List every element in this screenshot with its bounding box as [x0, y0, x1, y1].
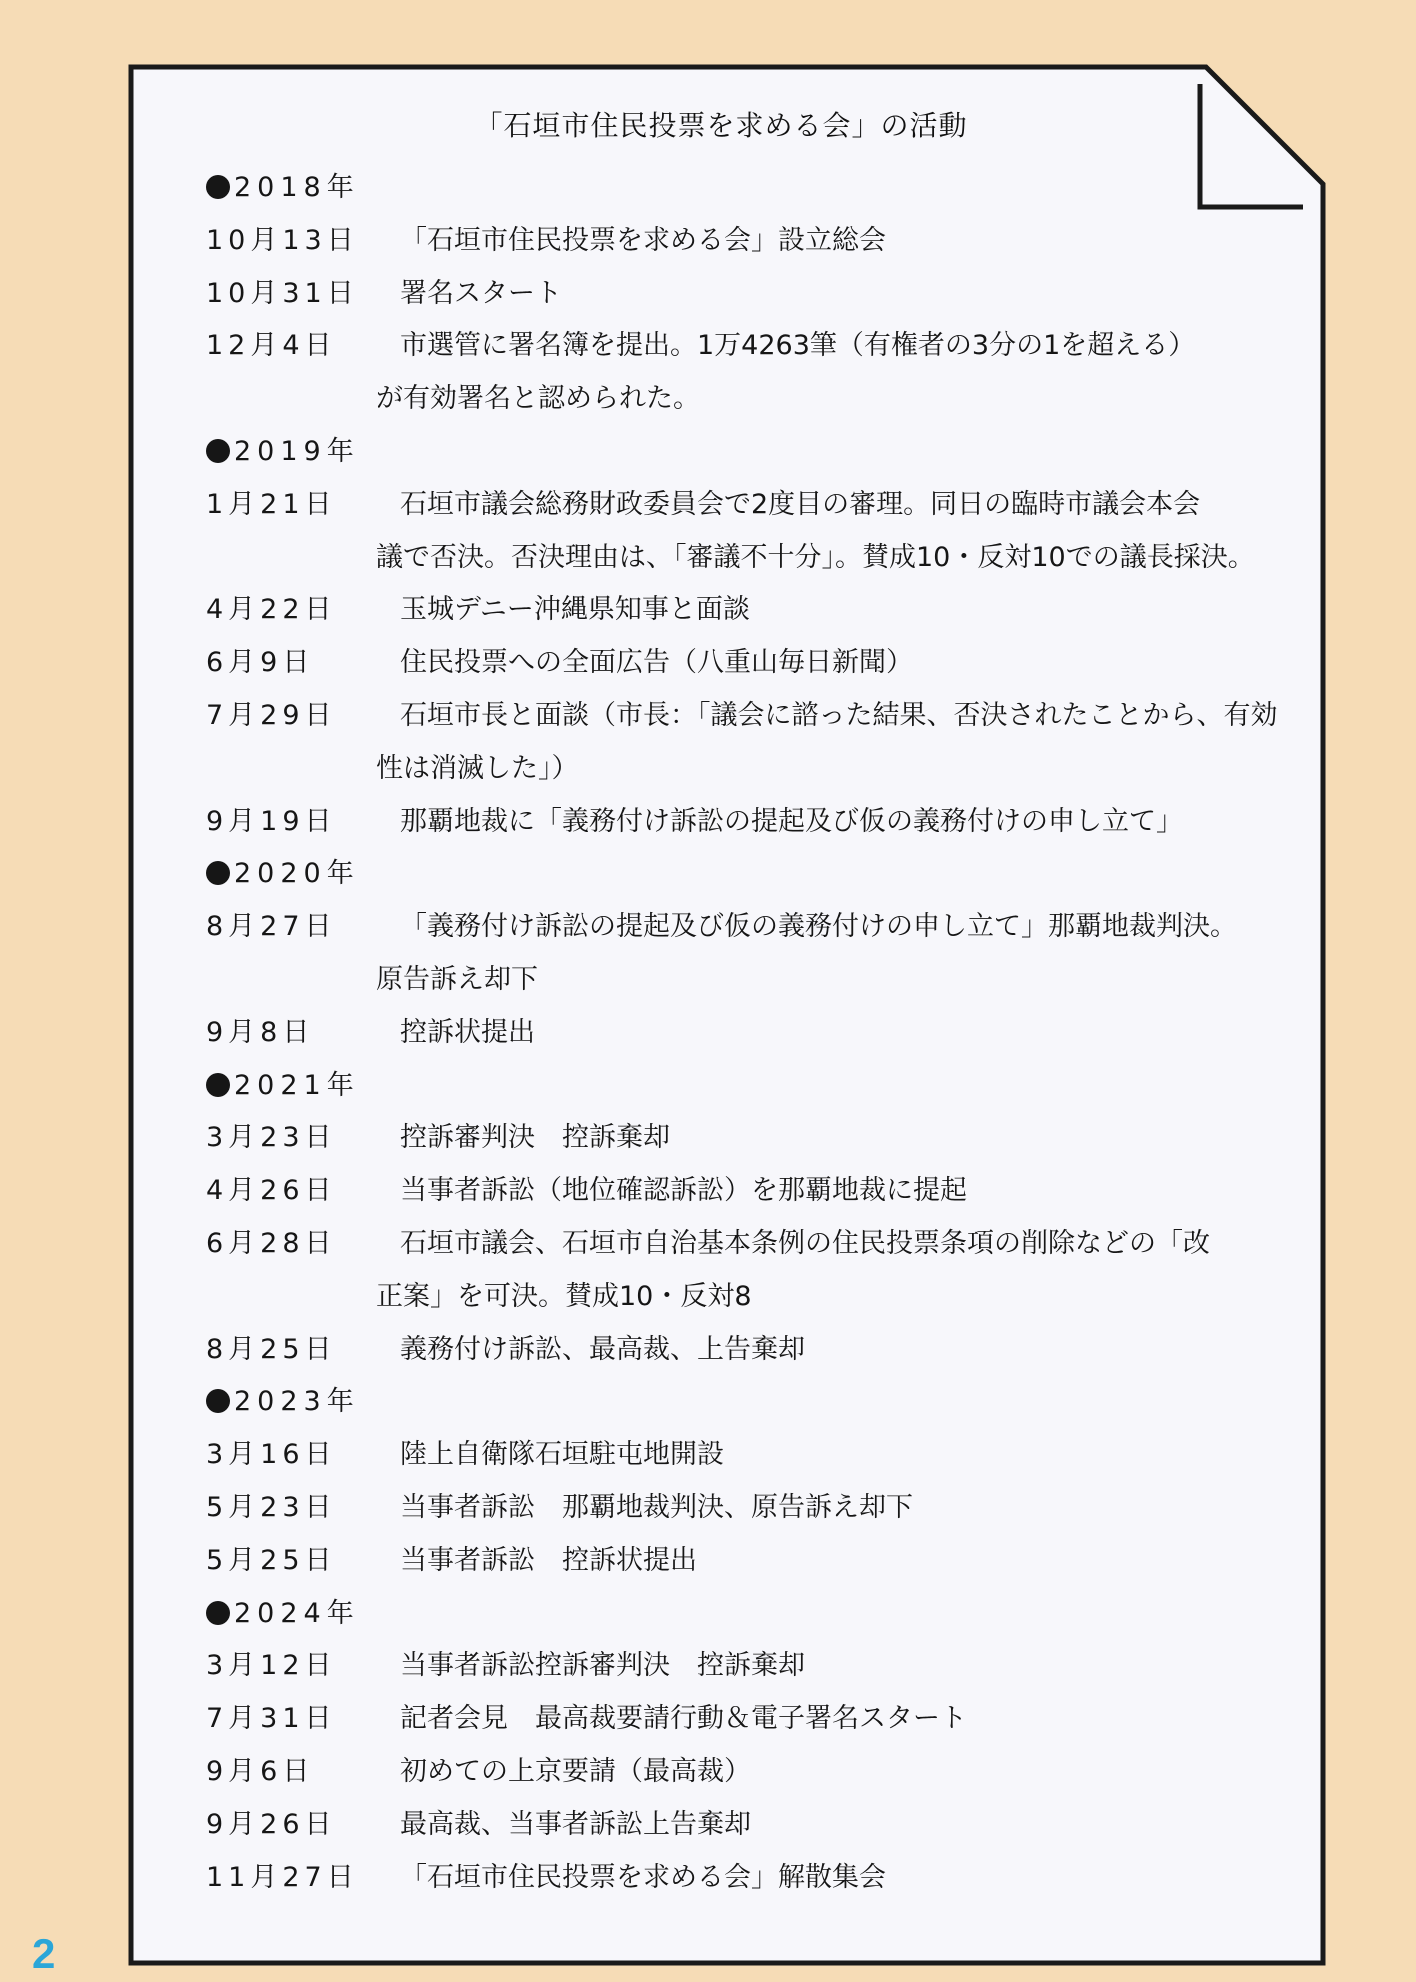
entry-description: 原告訴え却下 — [376, 964, 538, 995]
year-heading — [206, 168, 360, 208]
entry-description: 義務付け訴訟、最高裁、上告棄却 — [400, 1333, 805, 1365]
year-heading — [206, 1382, 360, 1422]
year-label: 2024年 — [234, 1597, 360, 1629]
entry-description: 当事者訴訟控訴審判決 控訴棄却 — [400, 1650, 805, 1682]
entry-date: 5月23日 — [206, 1492, 337, 1523]
entry-description: 控訴状提出 — [400, 1016, 535, 1048]
year-heading — [206, 432, 360, 472]
entry-description: 当事者訴訟 那覇地裁判決、原告訴え却下 — [400, 1492, 913, 1523]
year-label: 2021年 — [234, 1069, 360, 1101]
bullet-icon — [206, 861, 230, 885]
year-label: 2019年 — [234, 436, 360, 467]
entry-description: 正案」を可決。賛成10・反対8 — [376, 1280, 752, 1312]
entry-description: 署名スタート — [400, 277, 562, 309]
entry-description: 当事者訴訟 控訴状提出 — [400, 1544, 697, 1576]
entry-date: 4月22日 — [206, 594, 337, 626]
entry-date: 9月8日 — [206, 1016, 315, 1048]
entry-description: 記者会見 最高裁要請行動＆電子署名スタート — [400, 1703, 967, 1735]
page-number: 2 — [32, 1930, 56, 1977]
entry-date: 11月27日 — [206, 1861, 359, 1893]
entry-description: 議で否決。否決理由は、「審議不十分」。賛成10・反対10での議長採決。 — [376, 541, 1255, 573]
entry-date: 4月26日 — [206, 1175, 337, 1207]
entry-description: 「石垣市住民投票を求める会」設立総会 — [400, 224, 886, 256]
year-label: 2023年 — [234, 1386, 360, 1418]
year-heading — [206, 1594, 360, 1634]
entry-description: 石垣市議会総務財政委員会で2度目の審理。同日の臨時市議会本会 — [400, 488, 1201, 520]
entry-date: 3月12日 — [206, 1650, 337, 1682]
entry-date: 3月23日 — [206, 1122, 337, 1154]
entry-description: 「義務付け訴訟の提起及び仮の義務付けの申し立て」那覇地裁判決。 — [400, 911, 1237, 943]
entry-date: 7月29日 — [206, 700, 337, 731]
entry-description: 玉城デニー沖縄県知事と面談 — [400, 594, 750, 626]
document-sheet — [128, 64, 1326, 1966]
year-heading — [206, 854, 360, 894]
entry-date: 7月31日 — [206, 1703, 337, 1735]
entry-date: 1月21日 — [206, 488, 337, 520]
entry-description: 石垣市長と面談（市長：「議会に諮った結果、否決されたことから、有効 — [400, 700, 1278, 731]
year-label: 2020年 — [234, 858, 360, 890]
bullet-icon — [206, 175, 230, 199]
entry-description: 性は消滅した」） — [376, 752, 579, 784]
entry-description: 陸上自衛隊石垣駐屯地開設 — [400, 1439, 724, 1471]
document-title: 「石垣市住民投票を求める会」の活動 — [474, 109, 968, 142]
entry-date: 12月4日 — [206, 330, 337, 362]
entry-description: 那覇地裁に「義務付け訴訟の提起及び仮の義務付けの申し立て」 — [400, 805, 1183, 837]
entry-description: 最高裁、当事者訴訟上告棄却 — [400, 1808, 751, 1840]
entry-date: 5月25日 — [206, 1544, 337, 1576]
entry-description: 初めての上京要請（最高裁） — [400, 1756, 751, 1787]
bullet-icon — [206, 439, 230, 463]
year-label: 2018年 — [234, 172, 360, 203]
bullet-icon — [206, 1601, 230, 1625]
entry-description: 市選管に署名簿を提出。1万4263筆（有権者の3分の1を超える） — [400, 330, 1196, 362]
entry-description: が有効署名と認められた。 — [376, 383, 700, 415]
entry-description: 当事者訴訟（地位確認訴訟）を那覇地裁に提起 — [400, 1175, 967, 1207]
year-heading — [206, 1066, 360, 1106]
entry-date: 10月31日 — [206, 277, 359, 309]
entry-date: 3月16日 — [206, 1439, 337, 1471]
entry-description: 住民投票への全面広告（八重山毎日新聞） — [400, 647, 913, 679]
entry-date: 6月9日 — [206, 647, 315, 679]
bullet-icon — [206, 1073, 230, 1097]
activity-timeline — [128, 64, 1326, 1966]
entry-description: 石垣市議会、石垣市自治基本条例の住民投票条項の削除などの「改 — [400, 1228, 1210, 1259]
entry-date: 10月13日 — [206, 224, 359, 256]
entry-date: 8月25日 — [206, 1333, 337, 1365]
bullet-icon — [206, 1389, 230, 1413]
entry-date: 9月26日 — [206, 1808, 337, 1840]
entry-description: 控訴審判決 控訴棄却 — [400, 1122, 670, 1154]
entry-date: 6月28日 — [206, 1228, 337, 1259]
entry-date: 9月19日 — [206, 805, 337, 837]
entry-description: 「石垣市住民投票を求める会」解散集会 — [400, 1861, 886, 1893]
entry-date: 8月27日 — [206, 911, 337, 943]
entry-date: 9月6日 — [206, 1756, 315, 1787]
